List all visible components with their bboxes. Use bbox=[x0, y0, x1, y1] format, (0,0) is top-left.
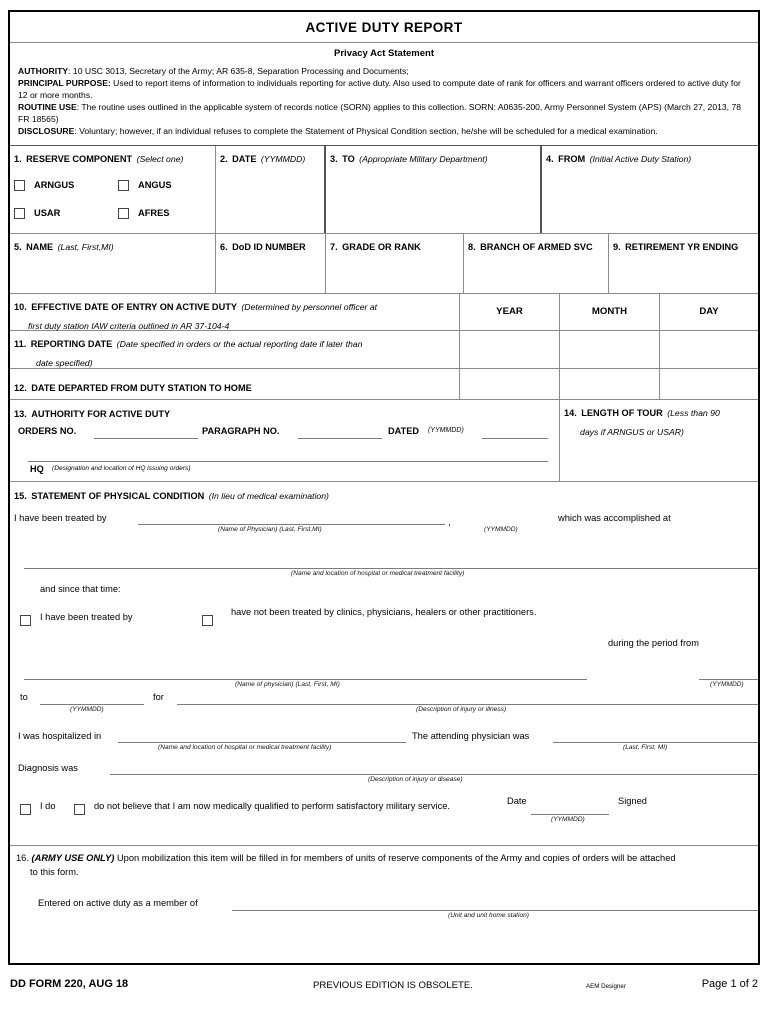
diagnosis-input[interactable] bbox=[110, 774, 758, 775]
army-use-only-label: (ARMY USE ONLY) bbox=[31, 852, 115, 863]
entered-active-duty-caption: (Unit and unit home station) bbox=[448, 911, 529, 919]
hospitalized-input[interactable] bbox=[118, 742, 406, 743]
checkbox-box-icon[interactable] bbox=[14, 208, 25, 219]
item4-value[interactable] bbox=[546, 167, 758, 227]
attending-physician-caption: (Last, First, MI) bbox=[623, 743, 668, 751]
checkbox-box-icon[interactable] bbox=[202, 615, 213, 626]
hq-hint: (Designation and location of HQ issuing orders) bbox=[52, 464, 191, 472]
field-dod-id-number[interactable] bbox=[216, 234, 326, 293]
disclosure-label: DISCLOSURE bbox=[18, 126, 75, 137]
item7-number: 7. bbox=[330, 241, 338, 252]
section-army-use-only bbox=[10, 845, 758, 924]
item12-year-value[interactable] bbox=[460, 369, 560, 399]
header-year bbox=[460, 294, 560, 330]
item12-number: 12. bbox=[14, 382, 27, 393]
checkbox-have-been-treated[interactable] bbox=[20, 612, 31, 630]
since-that-time-text: and since that time: bbox=[40, 583, 121, 594]
item16-line1 bbox=[16, 851, 750, 865]
section-statement-of-physical-condition bbox=[10, 481, 758, 845]
authority-text: : 10 USC 3013, Secretary of the Army; AR 635-8, Separation Processing and Documents; bbox=[68, 66, 409, 76]
item3-value[interactable] bbox=[330, 167, 540, 227]
diagnosis-label: Diagnosis was bbox=[18, 762, 78, 773]
entered-active-duty-label: Entered on active duty as a member of bbox=[38, 897, 198, 908]
item9-value[interactable] bbox=[613, 255, 758, 293]
row-items-13-14 bbox=[10, 399, 758, 481]
checkbox-angus-label: ANGUS bbox=[138, 180, 172, 191]
field-to[interactable] bbox=[326, 146, 542, 233]
item2-value[interactable] bbox=[220, 167, 324, 227]
privacy-act-body bbox=[10, 63, 758, 145]
item5-hint: (Last, First,MI) bbox=[57, 241, 114, 252]
signed-label: Signed bbox=[618, 795, 647, 806]
header-day-label: DAY bbox=[699, 306, 719, 318]
checkbox-arngus[interactable] bbox=[14, 180, 118, 191]
have-not-been-treated-label: have not been treated by clinics, physicians, healers or other practitioners. bbox=[231, 606, 537, 617]
item4-number: 4. bbox=[546, 153, 554, 164]
item11-number: 11. bbox=[14, 338, 27, 349]
item10-label-line1 bbox=[14, 297, 459, 315]
row-item-10 bbox=[10, 293, 758, 330]
routine-use-label: ROUTINE USE bbox=[18, 102, 77, 113]
checkbox-afres-label: AFRES bbox=[138, 208, 170, 219]
i-do-label: I do bbox=[40, 800, 56, 811]
principal-purpose-text: Used to report items of information to individuals reporting for active duty. Also used to compute date of rank for officers and warrant officers ordered to active duty for 12 or more months. bbox=[18, 78, 741, 101]
item16-text-block bbox=[10, 846, 758, 879]
orders-no-input[interactable] bbox=[94, 438, 198, 439]
hospitalized-label: I was hospitalized in bbox=[18, 730, 102, 741]
header-month-label: MONTH bbox=[591, 306, 628, 318]
treated-by-lead-text: I have been treated by bbox=[14, 512, 107, 523]
item13-heading bbox=[10, 400, 559, 422]
item16-text-1: Upon mobilization this item will be filled in for members of units of reserve components of the Army and copies of orders will be attached bbox=[114, 852, 676, 863]
item7-value[interactable] bbox=[330, 255, 463, 293]
checkbox-arngus-label: ARNGUS bbox=[34, 180, 75, 191]
hospitalized-caption: (Name and location of hospital or medical treatment facility) bbox=[158, 743, 332, 751]
item1-label: RESERVE COMPONENT bbox=[26, 153, 133, 164]
item13-label: AUTHORITY FOR ACTIVE DUTY bbox=[31, 408, 171, 419]
item15-hint: (In lieu of medical examination) bbox=[208, 490, 329, 501]
item13-number: 13. bbox=[14, 408, 27, 419]
for-label: for bbox=[153, 691, 164, 702]
item3-number: 3. bbox=[330, 153, 338, 164]
attending-physician-input[interactable] bbox=[553, 742, 758, 743]
physician-name-input[interactable] bbox=[138, 524, 445, 525]
physician-name-caption: (Name of Physician) (Last, First,MI) bbox=[218, 525, 322, 533]
reserve-component-row-1 bbox=[14, 180, 215, 191]
treated-date-caption: (YYMMDD) bbox=[484, 525, 518, 533]
routine-use-paragraph bbox=[18, 101, 750, 125]
row-items-5-9 bbox=[10, 233, 758, 293]
item6-number: 6. bbox=[220, 241, 228, 252]
item14-label: LENGTH OF TOUR bbox=[581, 407, 663, 418]
item9-label: RETIREMENT YR ENDING bbox=[625, 241, 739, 252]
item8-label: BRANCH OF ARMED SVC bbox=[480, 241, 593, 252]
item16-number: 16. bbox=[16, 852, 29, 863]
field-grade-or-rank[interactable] bbox=[326, 234, 464, 293]
principal-purpose-paragraph bbox=[18, 77, 750, 101]
item11-hint-2: date specified) bbox=[36, 357, 93, 368]
form-footer bbox=[8, 978, 760, 998]
row-item-11 bbox=[10, 330, 758, 368]
do-not-believe-label: do not believe that I am now medically qualified to perform satisfactory military service. bbox=[94, 800, 451, 811]
hq-label: HQ bbox=[30, 463, 44, 474]
dated-hint: (YYMMDD) bbox=[428, 426, 464, 434]
signature-date-label: Date bbox=[507, 795, 527, 806]
checkbox-box-icon[interactable] bbox=[118, 180, 129, 191]
item6-label: DoD ID NUMBER bbox=[232, 241, 306, 252]
item14-value[interactable] bbox=[564, 440, 758, 480]
item11-hint-1: (Date specified in orders or the actual reporting date if later than bbox=[116, 338, 363, 349]
page-number: Page 1 of 2 bbox=[701, 978, 758, 990]
physician2-caption: (Name of physician) (Last, First, MI) bbox=[235, 680, 340, 688]
item11-label-line1 bbox=[14, 334, 459, 352]
checkbox-usar[interactable] bbox=[14, 208, 118, 219]
checkbox-angus[interactable] bbox=[118, 180, 172, 191]
orders-no-label: ORDERS NO. bbox=[18, 425, 77, 436]
item7-label: GRADE OR RANK bbox=[342, 241, 421, 252]
authority-paragraph bbox=[18, 65, 750, 77]
dated-input[interactable] bbox=[482, 438, 548, 439]
physician2-input[interactable] bbox=[24, 679, 587, 680]
item12-label: DATE DEPARTED FROM DUTY STATION TO HOME bbox=[31, 382, 252, 393]
item3-label: TO bbox=[342, 153, 355, 164]
treated-by-comma: , bbox=[448, 516, 451, 527]
facility-input[interactable] bbox=[24, 568, 758, 569]
item15-number: 15. bbox=[14, 490, 27, 501]
row-item-12 bbox=[10, 368, 758, 399]
reserve-component-row-2 bbox=[14, 208, 215, 219]
page-title: ACTIVE DUTY REPORT bbox=[305, 19, 463, 35]
header-day bbox=[660, 294, 758, 330]
item12-day-value[interactable] bbox=[660, 369, 758, 399]
item12-month-value[interactable] bbox=[560, 369, 660, 399]
item5-number: 5. bbox=[14, 241, 22, 252]
checkbox-have-not-been-treated[interactable] bbox=[202, 612, 213, 630]
principal-purpose-label: PRINCIPAL PURPOSE: bbox=[18, 78, 111, 89]
signature-date-caption: (YYMMDD) bbox=[551, 815, 585, 823]
item4-label: FROM bbox=[558, 153, 586, 164]
item11-label: REPORTING DATE bbox=[30, 338, 113, 349]
field-date-departed bbox=[10, 369, 460, 399]
item2-label: DATE bbox=[232, 153, 257, 164]
diagnosis-caption: (Description of injury or disease) bbox=[368, 775, 463, 783]
field-effective-date-entry bbox=[10, 294, 460, 330]
item11-day-value[interactable] bbox=[660, 331, 758, 368]
attending-physician-label: The attending physician was bbox=[412, 730, 530, 741]
to-input[interactable] bbox=[40, 704, 144, 705]
item4-hint: (Initial Active Duty Station) bbox=[589, 153, 692, 164]
item6-value[interactable] bbox=[220, 255, 325, 293]
field-length-of-tour[interactable] bbox=[560, 400, 758, 481]
item2-hint: (YYMMDD) bbox=[260, 153, 306, 164]
row-items-1-4 bbox=[10, 146, 758, 233]
field-date[interactable] bbox=[216, 146, 326, 233]
checkbox-box-icon[interactable] bbox=[20, 804, 31, 815]
item14-line2 bbox=[564, 422, 758, 440]
item16-line2: to this form. bbox=[30, 866, 79, 877]
form-identifier: DD FORM 220, AUG 18 bbox=[10, 978, 129, 990]
period-from-caption: (YYMMDD) bbox=[710, 680, 744, 688]
for-caption: (Description of injury or illness) bbox=[416, 705, 507, 713]
item1-hint: (Select one) bbox=[136, 153, 184, 164]
signature-date-input[interactable] bbox=[531, 814, 609, 815]
item14-line1 bbox=[564, 403, 758, 421]
form-title-bar bbox=[10, 12, 758, 43]
item14-hint-1: (Less than 90 bbox=[667, 407, 720, 418]
checkbox-i-do[interactable] bbox=[20, 801, 31, 819]
to-caption: (YYMMDD) bbox=[70, 705, 104, 713]
authority-label: AUTHORITY bbox=[18, 66, 69, 76]
hq-input[interactable] bbox=[28, 461, 548, 462]
facility-caption: (Name and location of hospital or medical treatment facility) bbox=[291, 569, 465, 577]
field-name[interactable] bbox=[10, 234, 216, 293]
checkbox-usar-label: USAR bbox=[34, 208, 61, 219]
privacy-act-title: Privacy Act Statement bbox=[334, 48, 434, 59]
previous-edition-notice: PREVIOUS EDITION IS OBSOLETE. bbox=[313, 980, 473, 991]
item9-number: 9. bbox=[613, 241, 621, 252]
disclosure-text: : Voluntary; however, if an individual refuses to complete the Statement of Physical Condition section, he/she will be scheduled for a medical examination. bbox=[74, 126, 658, 137]
item3-hint: (Appropriate Military Department) bbox=[359, 153, 488, 164]
item10-hint-2: first duty station IAW criteria outlined in AR 37-104-4 bbox=[28, 320, 230, 331]
paragraph-no-input[interactable] bbox=[298, 438, 382, 439]
checkbox-do-not-believe[interactable] bbox=[74, 801, 85, 819]
checkbox-box-icon[interactable] bbox=[14, 180, 25, 191]
accomplished-at-text: which was accomplished at bbox=[558, 512, 671, 523]
item5-label: NAME bbox=[26, 241, 54, 252]
item10-hint-1: (Determined by personnel officer at bbox=[241, 301, 378, 312]
header-month bbox=[560, 294, 660, 330]
routine-use-text: : The routine uses outlined in the applicable system of records notice (SORN) applies to this collection. SORN: A0635-200, Army Personnel System (APS) (March 27, 2013, 78 FR 18565) bbox=[18, 102, 742, 125]
checkbox-box-icon[interactable] bbox=[20, 615, 31, 626]
item8-number: 8. bbox=[468, 241, 476, 252]
paragraph-no-label: PARAGRAPH NO. bbox=[202, 425, 280, 436]
item2-number: 2. bbox=[220, 153, 228, 164]
privacy-act-section bbox=[10, 43, 758, 146]
field-reserve-component[interactable] bbox=[10, 146, 216, 233]
period-from-input[interactable] bbox=[699, 679, 758, 680]
designer-credit: AEM Designer bbox=[586, 983, 626, 990]
header-year-label: YEAR bbox=[496, 306, 523, 318]
dated-label: DATED bbox=[388, 425, 419, 436]
for-input[interactable] bbox=[177, 704, 758, 705]
checkbox-box-icon[interactable] bbox=[74, 804, 85, 815]
field-retirement-yr-ending[interactable] bbox=[609, 234, 758, 293]
item11-month-value[interactable] bbox=[560, 331, 660, 368]
checkbox-box-icon[interactable] bbox=[118, 208, 129, 219]
form-border bbox=[8, 10, 760, 965]
field-from[interactable] bbox=[542, 146, 758, 233]
item15-heading bbox=[14, 486, 329, 504]
item1-number: 1. bbox=[14, 153, 22, 164]
item14-hint-2: days if ARNGUS or USAR) bbox=[580, 426, 684, 437]
have-been-treated-label: I have been treated by bbox=[40, 611, 133, 622]
item11-year-value[interactable] bbox=[460, 331, 560, 368]
item8-value[interactable] bbox=[468, 255, 608, 293]
item10-number: 10. bbox=[14, 301, 27, 312]
item15-label: STATEMENT OF PHYSICAL CONDITION bbox=[31, 490, 205, 501]
during-period-from-label: during the period from bbox=[608, 637, 699, 648]
item14-number: 14. bbox=[564, 407, 577, 418]
checkbox-afres[interactable] bbox=[118, 208, 170, 219]
disclosure-paragraph bbox=[18, 125, 750, 137]
entered-active-duty-input[interactable] bbox=[232, 910, 758, 911]
field-reporting-date bbox=[10, 331, 460, 368]
item5-value[interactable] bbox=[14, 255, 215, 293]
item10-label: EFFECTIVE DATE OF ENTRY ON ACTIVE DUTY bbox=[31, 301, 237, 312]
field-branch-of-armed-svc[interactable] bbox=[464, 234, 609, 293]
field-authority-for-active-duty bbox=[10, 400, 560, 481]
signed-input[interactable] bbox=[618, 808, 758, 822]
to-label: to bbox=[20, 691, 28, 702]
